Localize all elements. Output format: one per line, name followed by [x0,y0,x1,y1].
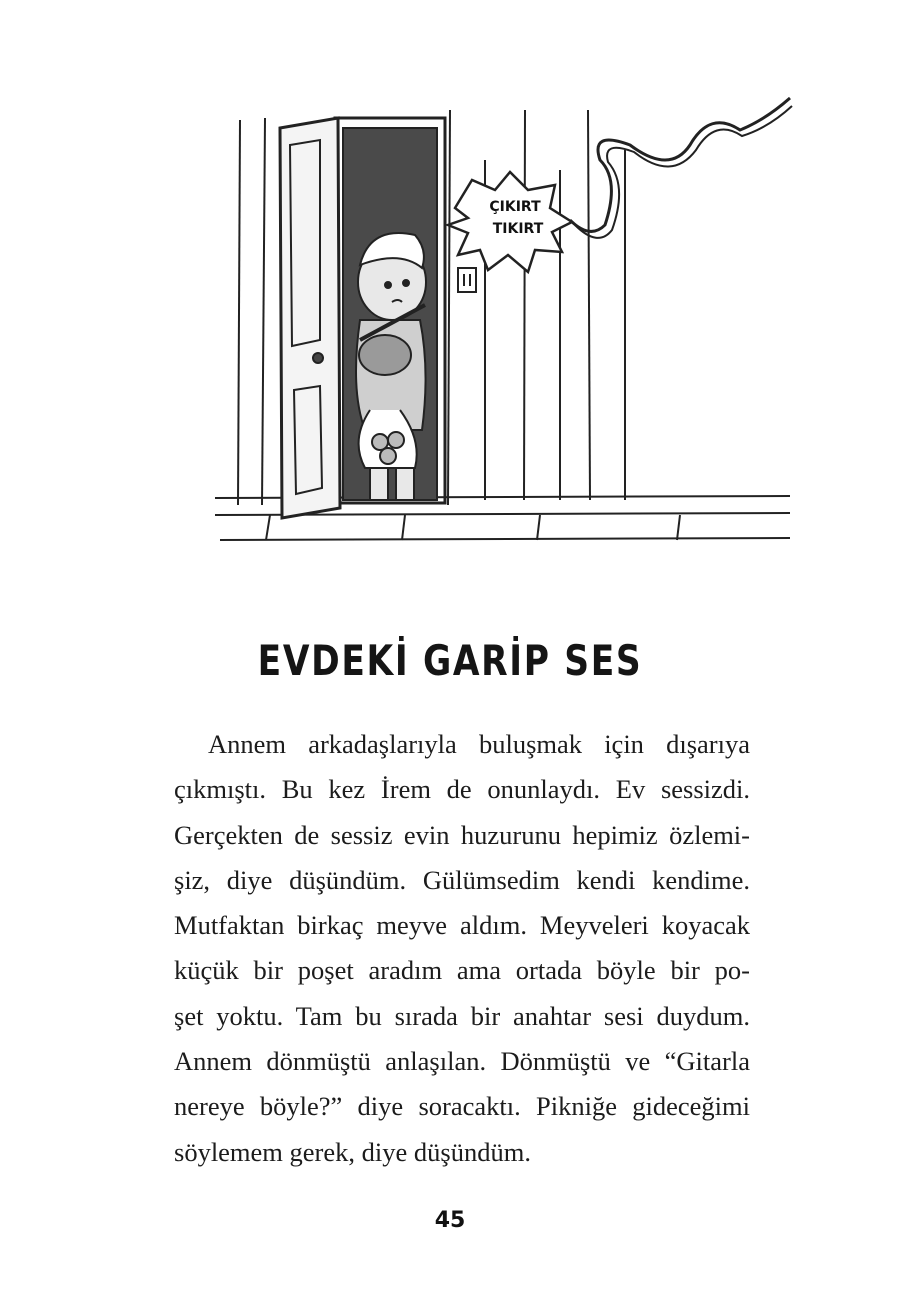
text-line: Gerçekten de sessiz evin huzurunu hepimiz özlemi- [174,819,750,850]
sound-effect-text-1: ÇIKIRT [489,199,541,215]
text-line: Annem dönmüştü anlaşılan. Dönmüştü ve “Gitarla [174,1046,750,1077]
text-line: küçük bir poşet aradım ama ortada böyle bir po- [174,955,750,986]
text-line: Mutfaktan birkaç meyve aldım. Meyveleri koyacak [174,910,750,941]
sound-effect-text-2: TIKIRT [492,221,544,237]
door-illustration [210,90,800,550]
text-line: söylemem gerek, diye düşündüm. [174,1136,531,1167]
text-line: Annem arkadaşlarıyla buluşmak için dışarıya [208,729,750,759]
text-line: nereye böyle?” diye soracaktı. Pikniğe gideceğimi [174,1091,750,1122]
chapter-title: EVDEKİ GARİP SES [257,636,643,685]
text-line: şiz, diye düşündüm. Gülümsedim kendi kendime. [174,864,750,895]
page-number: 45 [434,1208,466,1233]
body-paragraph [174,722,750,1175]
text-line: çıkmıştı. Bu kez İrem de onunlaydı. Ev sessizdi. [174,774,750,805]
text-line: şet yoktu. Tam bu sırada bir anahtar sesi duydum. [174,1000,750,1031]
